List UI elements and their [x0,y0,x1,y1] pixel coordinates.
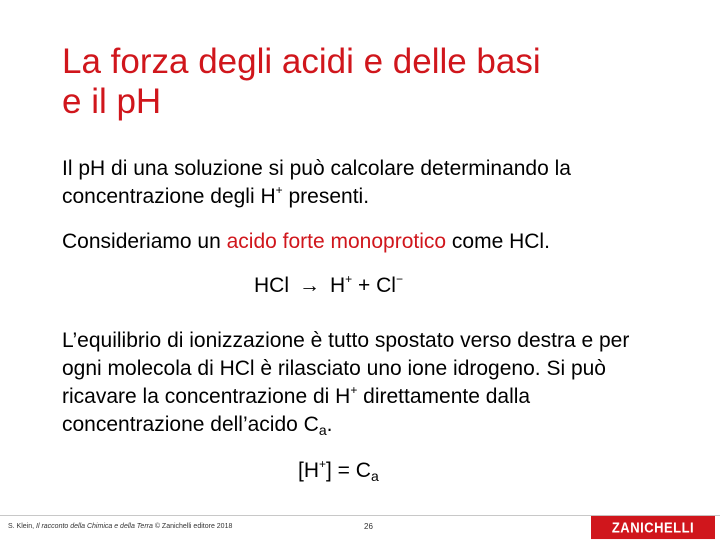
equation-chloride-ion: Cl [376,274,396,297]
acid-concentration-subscript: a [318,422,327,438]
slide-title [62,42,682,122]
footer-author: S. Klein, [8,523,37,530]
equilibrium-hydrogen-charge: + [350,383,358,397]
equation-hydrogen-ion: H [330,274,346,297]
equilibrium-text: L’equilibrio di ionizzazione è tutto spostato verso destra e per ogni molecola di HCl è rilasciato uno ione idrogeno. Si può ricavare la concentrazione di H [62,329,630,408]
equation-reactant: HCl [254,274,289,297]
footer-credit [8,522,232,532]
equation-plus: + [352,274,377,297]
equilibrium-paragraph [62,327,662,439]
intro-text: Il pH di una soluzione si può calcolare determinando la concentrazione degli H [62,157,571,208]
slide-title-line-1: La forza degli acidi e delle basi [62,42,541,81]
dissociation-equation [254,272,403,300]
equilibrium-text-mid: direttamente dalla concentrazione dell’acido C [62,385,531,436]
equation-chloride-charge: − [395,272,403,286]
page-number: 26 [364,522,373,531]
footer-book-title: Il racconto della Chimica e della Terra [36,523,153,530]
strong-acid-text-before: Consideriamo un [62,230,227,253]
concentration-equation [298,457,379,485]
strong-acid-highlight: acido forte monoprotico [226,230,447,253]
concentration-subscript: a [370,468,379,484]
intro-paragraph [62,155,662,211]
concentration-open: [H [298,459,319,482]
strong-acid-text-after: come HCl. [446,230,550,253]
slide-title-line-2: e il pH [62,82,162,121]
footer-publisher: © Zanichelli editore 2018 [152,523,233,530]
strong-acid-paragraph [62,228,662,256]
reaction-arrow: → [299,274,320,297]
equilibrium-text-end: . [326,413,333,436]
equation-hydrogen-charge: + [345,272,353,286]
intro-text-end: presenti. [282,185,370,208]
publisher-logo: ZANICHELLI [591,516,715,539]
concentration-close: ] = C [326,459,371,482]
hydrogen-charge: + [275,183,283,197]
concentration-charge: + [319,457,327,471]
